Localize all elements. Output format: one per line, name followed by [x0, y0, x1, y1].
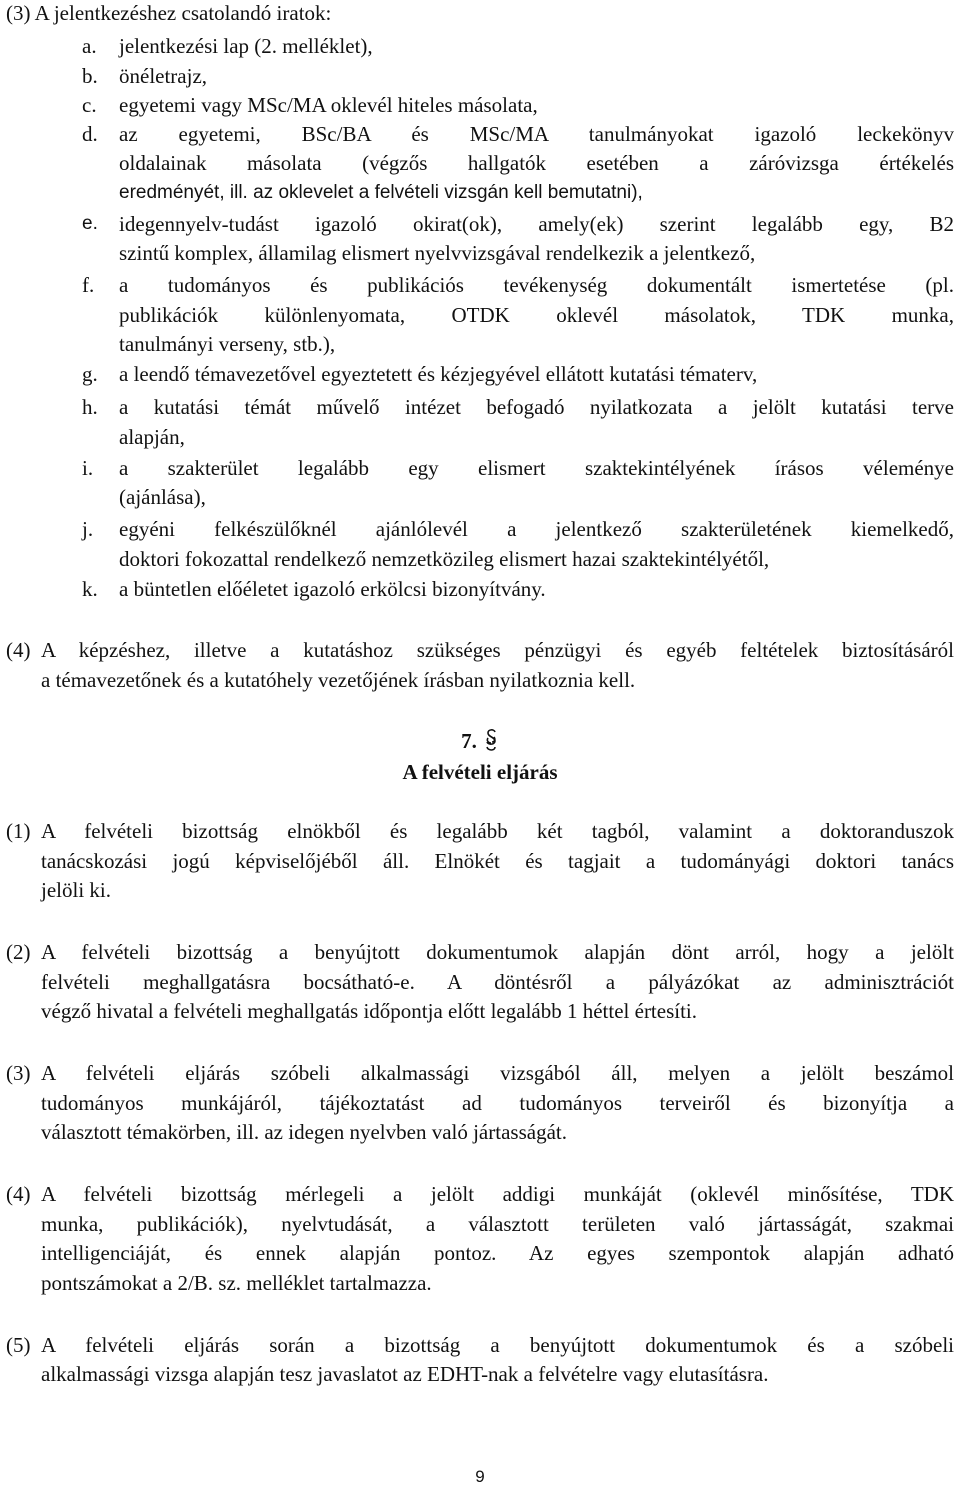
section-3-heading: (3) A jelentkezéshez csatolandó iratok:	[6, 1, 332, 25]
paragraph-number: (2)	[6, 940, 31, 964]
list-item-text: a tudományos és publikációs tevékenység dokumentált ismertetése (pl.	[119, 273, 954, 297]
paragraph-line: A felvételi bizottság a benyújtott dokumentumok alapján dönt arról, hogy a jelölt	[41, 940, 954, 964]
paragraph-line: intelligenciáját, és ennek alapján pontoz. Az egyes szempontok alapján adható	[41, 1241, 954, 1265]
list-item-text: egyéni felkészülőknél ajánlólevél a jelentkező szakterületének kiemelkedő,	[119, 517, 954, 541]
list-item-text: önéletrajz,	[119, 64, 208, 88]
paragraph-line: tanácskozási jogú képviselőjéből áll. Elnökét és tagjait a tudományági doktori tanács	[41, 849, 954, 873]
paragraph-number: (1)	[6, 819, 31, 843]
list-item-label: j.	[82, 517, 94, 541]
paragraph-line: választott témakörben, ill. az idegen nyelvben való jártasságát.	[41, 1120, 567, 1144]
list-item-text: a kutatási témát művelő intézet befogadó nyilatkozata a jelölt kutatási terve	[119, 395, 954, 419]
list-item-text: doktori fokozattal rendelkező nemzetközileg elismert hazai szaktekintélyétől,	[119, 547, 770, 571]
list-item-text: eredményét, ill. az oklevelet a felvételi vizsgán kell bemutatni),	[119, 182, 643, 203]
list-item-label: e.	[82, 213, 98, 234]
paragraph-line: alkalmassági vizsga alapján tesz javaslatot az EDHT-nak a felvételre vagy elutasításra.	[41, 1362, 769, 1386]
paragraph-number: (4)	[6, 1182, 31, 1206]
list-item-text: publikációk különlenyomata, OTDK oklevél másolatok, TDK munka,	[119, 303, 954, 327]
paragraph-line: a témavezetőnek és a kutatóhely vezetőjének írásban nyilatkoznia kell.	[41, 668, 636, 692]
paragraph-line: tudományos munkájáról, tájékoztatást ad tudományos terveiről és bizonyítja a	[41, 1091, 954, 1115]
list-item-label: f.	[82, 273, 95, 297]
list-item-text: a büntetlen előéletet igazoló erkölcsi bizonyítvány.	[119, 577, 546, 601]
section-sign-icon	[483, 728, 499, 752]
heading-number: 7.	[461, 729, 477, 753]
page-number: 9	[475, 1467, 485, 1486]
list-item-text: jelentkezési lap (2. melléklet),	[119, 34, 373, 58]
paragraph-line: A felvételi eljárás szóbeli alkalmassági vizsgából áll, melyen a jelölt beszámol	[41, 1061, 954, 1085]
section-heading-number	[0, 727, 960, 755]
paragraph-number: (4)	[6, 638, 31, 662]
list-item-label: d.	[82, 122, 98, 146]
paragraph-line: A felvételi bizottság mérlegeli a jelölt addigi munkáját (oklevél minősítése, TDK	[41, 1182, 954, 1206]
list-item-text: az egyetemi, BSc/BA és MSc/MA tanulmányokat igazoló leckekönyv	[119, 122, 954, 146]
paragraph-line: munka, publikációk), nyelvtudását, a választott területen való jártasságát, szakmai	[41, 1212, 954, 1236]
paragraph-line: A képzéshez, illetve a kutatáshoz szükséges pénzügyi és egyéb feltételek biztosításáról	[41, 638, 954, 662]
list-item-label: g.	[82, 362, 98, 386]
list-item-text: szintű komplex, államilag elismert nyelvvizsgával rendelkezik a jelentkező,	[119, 241, 756, 265]
list-item-label: a.	[82, 34, 97, 58]
section-heading-title: A felvételi eljárás	[402, 760, 558, 784]
paragraph-number: (3)	[6, 1061, 31, 1085]
paragraph-line: jelöli ki.	[41, 878, 111, 902]
paragraph-line: felvételi meghallgatásra bocsátható-e. A döntésről a pályázókat az adminisztrációt	[41, 970, 954, 994]
list-item-text: egyetemi vagy MSc/MA oklevél hiteles másolata,	[119, 93, 538, 117]
list-item-text: alapján,	[119, 425, 185, 449]
list-item-text: (ajánlása),	[119, 485, 206, 509]
list-item-text: idegennyelv-tudást igazoló okirat(ok), amely(ek) szerint legalább egy, B2	[119, 212, 954, 236]
list-item-label: k.	[82, 577, 98, 601]
list-item-text: a leendő témavezetővel egyeztetett és kézjegyével ellátott kutatási tématerv,	[119, 362, 758, 386]
paragraph-line: A felvételi bizottság elnökből és legalább két tagból, valamint a doktoranduszok	[41, 819, 954, 843]
list-item-text: a szakterület legalább egy elismert szaktekintélyének írásos véleménye	[119, 456, 954, 480]
list-item-text: oldalainak másolata (végzős hallgatók esetében a záróvizsga értékelés	[119, 151, 954, 175]
paragraph-line: A felvételi eljárás során a bizottság a benyújtott dokumentumok és a szóbeli	[41, 1333, 954, 1357]
list-item-label: b.	[82, 64, 98, 88]
paragraph-number: (5)	[6, 1333, 31, 1357]
list-item-label: h.	[82, 395, 98, 419]
list-item-label: c.	[82, 93, 97, 117]
paragraph-line: végző hivatal a felvételi meghallgatás időpontja előtt legalább 1 héttel értesíti.	[41, 999, 698, 1023]
list-item-text: tanulmányi verseny, stb.),	[119, 332, 336, 356]
paragraph-line: pontszámokat a 2/B. sz. melléklet tartalmazza.	[41, 1271, 432, 1295]
list-item-label: i.	[82, 456, 94, 480]
